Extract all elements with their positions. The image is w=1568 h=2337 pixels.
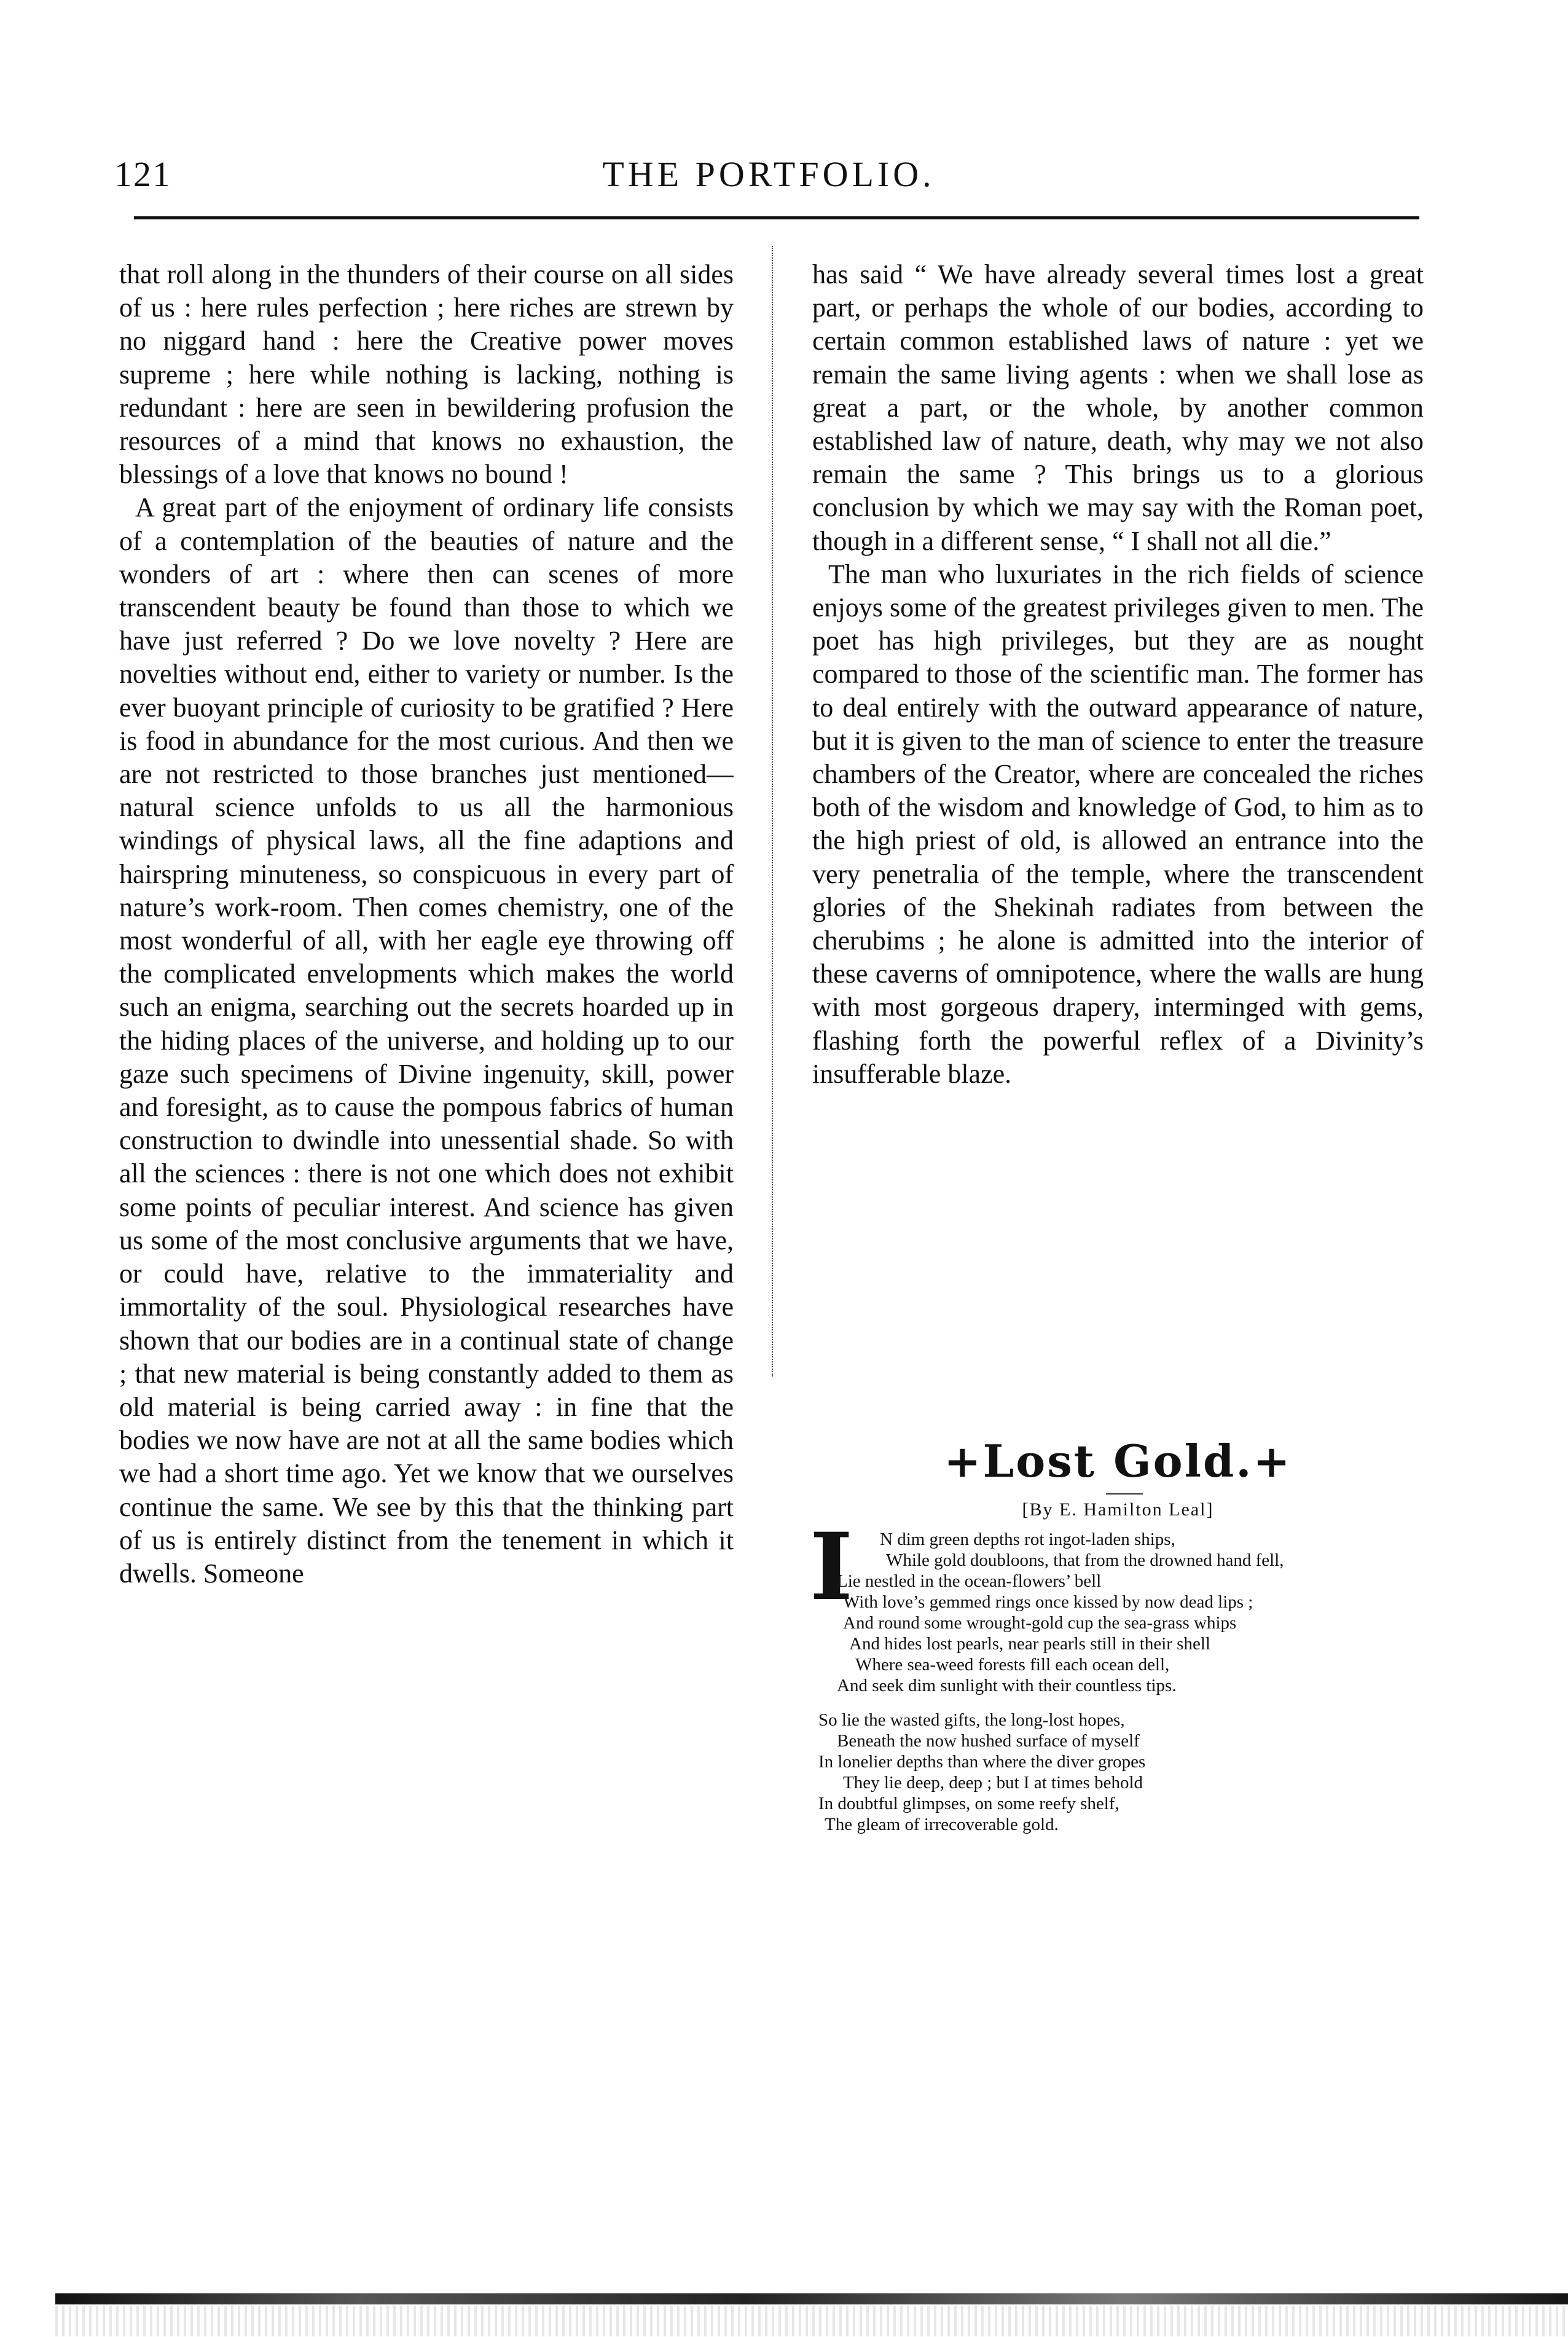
header-rule: [134, 216, 1419, 219]
poem-line: While gold doubloons, that from the drowned hand fell,: [886, 1550, 1284, 1570]
running-title: THE PORTFOLIO.: [602, 154, 935, 194]
right-paragraph-1: has said “ We have already several times lost a great part, or perhaps the whole of our bodies, according to certain common established laws of nature : yet we remain the same living agents : when we shall lose as great a part, or the whole, by another common established law of nature, death, why may we not also remain the same ? This brings us to a glorious conclusion by which we may say with the Roman poet, though in a different sense, “ I shall not all die.”: [812, 259, 1424, 556]
poem-line: Lie nestled in the ocean-flowers’ bell: [837, 1571, 1102, 1591]
left-column: [119, 258, 734, 2040]
bottom-scan-texture: [55, 2306, 1568, 2336]
poem-stanza-1: [812, 1529, 1421, 1696]
drop-cap: I: [810, 1513, 853, 1621]
poem-line: So lie the wasted gifts, the long-lost hopes,: [818, 1710, 1125, 1730]
page-header: [114, 154, 1423, 203]
right-paragraph-2: The man who luxuriates in the rich fields of science enjoys some of the greatest privileges given to men. The poet has high privileges, but they are as nought compared to those of the scientific man. The former has to deal entirely with the outward appearance of nature, but it is given to the man of science to enter the treasure chambers of the Creator, where are concealed the riches both of the wisdom and knowledge of God, to him as to the high priest of old, is allowed an entrance into the very penetralia of the temple, where the transcendent glories of the Shekinah radiates from between the cherubims ; he alone is admitted into the interior of these caverns of omnipotence, where the walls are hung with most gorgeous drapery, interminged with gems, flashing forth the powerful reflex of a Divinity’s insufferable blaze.: [812, 559, 1424, 1089]
poem-line: The gleam of irrecoverable gold.: [825, 1815, 1059, 1834]
poem-title-rule: [1106, 1493, 1143, 1495]
poem-line: They lie deep, deep ; but I at times behold: [843, 1773, 1143, 1793]
poem-line: And round some wrought-gold cup the sea-grass whips: [843, 1613, 1237, 1633]
left-paragraph-1: that roll along in the thunders of their course on all sides of us : here rules perfection ; here riches are strewn by no niggard hand : here the Creative power moves supreme ; here while nothing is lacking, nothing is redundant : here are seen in bewildering profusion the resources of a mind that knows no exhaustion, the blessings of a love that knows no bound !: [119, 259, 734, 490]
bottom-scan-border: [55, 2293, 1568, 2304]
poem-line: With love’s gemmed rings once kissed by now dead lips ;: [843, 1592, 1253, 1612]
poem-body: [812, 1529, 1421, 1848]
right-column: [812, 258, 1424, 1389]
page-number: 121: [114, 154, 171, 194]
poem-line: And hides lost pearls, near pearls still in their shell: [849, 1634, 1210, 1654]
poem-byline: [By E. Hamilton Leal]: [1022, 1499, 1214, 1520]
poem-title: +Lost Gold.+: [944, 1435, 1292, 1487]
poem-line: N dim green depths rot ingot-laden ships,: [880, 1530, 1175, 1549]
poem-line: Where sea-weed forests fill each ocean dell,: [855, 1655, 1170, 1675]
poem-line: In lonelier depths than where the diver gropes: [818, 1752, 1146, 1772]
poem-line: Beneath the now hushed surface of myself: [837, 1731, 1140, 1751]
left-paragraph-2: A great part of the enjoyment of ordinary life consists of a contemplation of the beauties of nature and the wonders of art : where then can scenes of more transcendent beauty be found than those to which we have just referred ? Do we love novelty ? Here are novelties without end, either to variety or number. Is the ever buoyant principle of curiosity to be gratified ? Here is food in abundance for the most curious. And then we are not restricted to those branches just mentioned—natural science unfolds to us all the harmonious windings of physical laws, all the fine adaptions and hairspring minuteness, so conspicuous in every part of nature’s work-room. Then comes chemistry, one of the most wonderful of all, with her eagle eye throwing off the complicated envelopments which makes the world such an enigma, searching out the secrets hoarded up in the hiding places of the universe, and holding up to our gaze such specimens of Divine ingenuity, skill, power and foresight, as to cause the pompous fabrics of human construction to dwindle into unessential shade. So with all the sciences : there is not one which does not exhibit some points of peculiar interest. And science has given us some of the most conclusive arguments that we have, or could have, relative to the immateriality and immortality of the soul. Physiological researches have shown that our bodies are in a continual state of change ; that new material is being constantly added to them as old material is being carried away : in fine that the bodies we now have are not at all the same bodies which we had a short time ago. Yet we know that we ourselves continue the same. We see by this that the thinking part of us is entirely distinct from the tenement in which it dwells. Someone: [119, 492, 734, 1589]
poem-line: And seek dim sunlight with their countless tips.: [837, 1676, 1177, 1695]
poem-line: In doubtful glimpses, on some reefy shelf,: [818, 1794, 1119, 1813]
column-divider: [772, 246, 774, 1377]
poem-stanza-2: [812, 1710, 1421, 1835]
